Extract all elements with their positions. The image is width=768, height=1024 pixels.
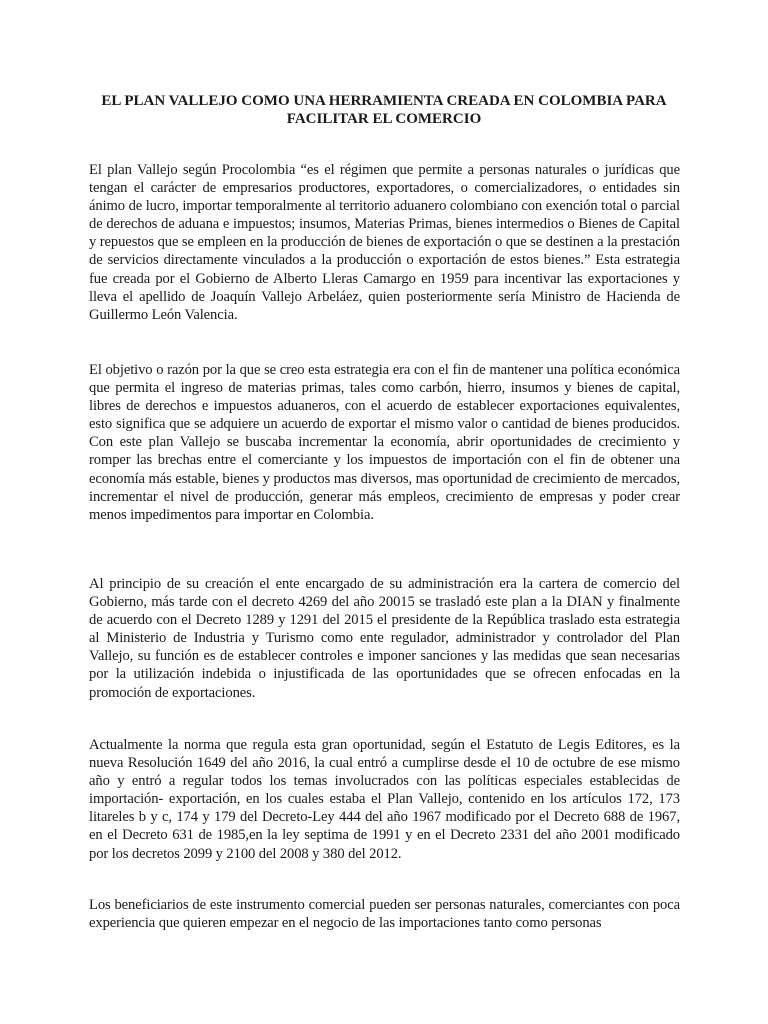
paragraph-4: Actualmente la norma que regula esta gran oportunidad, según el Estatuto de Legis Editores, es la nueva Resolución 1649 del año 2016, la cual entró a cumplirse desde el 10 de octubre de ese mismo año y entró a regular todos los temas involucrados con las políticas especiales establecidas de importación- exportación, en los cuales estaba el Plan Vallejo, contenido en los artículos 172, 173 litareles b y c, 174 y 179 del Decreto-Ley 444 del año 1967 modificado por el Decreto 688 de 1967, en el Decreto 631 de 1985,en la ley septima de 1991 y en el Decreto 2331 del año 2001 modificado por los decretos 2099 y 2100 del 2008 y 380 del 2012. (89, 737, 680, 862)
paragraph-2: El objetivo o razón por la que se creo esta estrategia era con el fin de mantener una política económica que permita el ingreso de materias primas, tales como carbón, hierro, insumos y bienes de capital, libres de derechos e impuestos aduaneros, con el acuerdo de establecer exportaciones equivalentes, esto significa que se adquiere un acuerdo de exportar el mismo valor o cantidad de bienes producidos. Con este plan Vallejo se buscaba incrementar la economía, abrir oportunidades de crecimiento y romper las brechas entre el comerciante y los impuestos de importación con el fin de obtener una economía más estable, bienes y productos mas diversos, mas oportunidad de crecimiento de mercados, incrementar el nivel de producción, generar más empleos, crecimiento de empresas y poder crear menos impedimentos para importar en Colombia. (89, 362, 680, 523)
paragraph-3: Al principio de su creación el ente encargado de su administración era la cartera de comercio del Gobierno, más tarde con el decreto 4269 del año 20015 se trasladó este plan a la DIAN y finalmente de acuerdo con el Decreto 1289 y 1291 del 2015 el presidente de la República traslado esta estrategia al Ministerio de Industria y Turismo como ente regulador, administrador y controlador del Plan Vallejo, su función es de establecer controles e imponer sanciones y las medidas que sean necesarias por la utilización indebida o injustificada de las oportunidades que se ofrecen enfocadas en la promoción de exportaciones. (89, 576, 680, 701)
paragraph-5: Los beneficiarios de este instrumento comercial pueden ser personas naturales, comerciantes con poca experiencia que quieren empezar en el negocio de las importaciones tanto como personas (89, 897, 680, 932)
paragraph-1: El plan Vallejo según Procolombia “es el régimen que permite a personas naturales o jurídicas que tengan el carácter de empresarios productores, exportadores, o comercializadores, o entidades sin ánimo de lucro, importar temporalmente al territorio aduanero colombiano con exención total o parcial de derechos de aduana e impuestos; insumos, Materias Primas, bienes intermedios o Bienes de Capital y repuestos que se empleen en la producción de bienes de exportación o que se destinen a la prestación de servicios directamente vinculados a la producción o exportación de estos bienes.” Esta estrategia fue creada por el Gobierno de Alberto Lleras Camargo en 1959 para incentivar las exportaciones y lleva el apellido de Joaquín Vallejo Arbeláez, quien posteriormente sería Ministro de Hacienda de Guillermo León Valencia. (89, 162, 680, 323)
document-title: EL PLAN VALLEJO COMO UNA HERRAMIENTA CREADA EN COLOMBIA PARA FACILITAR EL COMERCIO (101, 93, 667, 127)
